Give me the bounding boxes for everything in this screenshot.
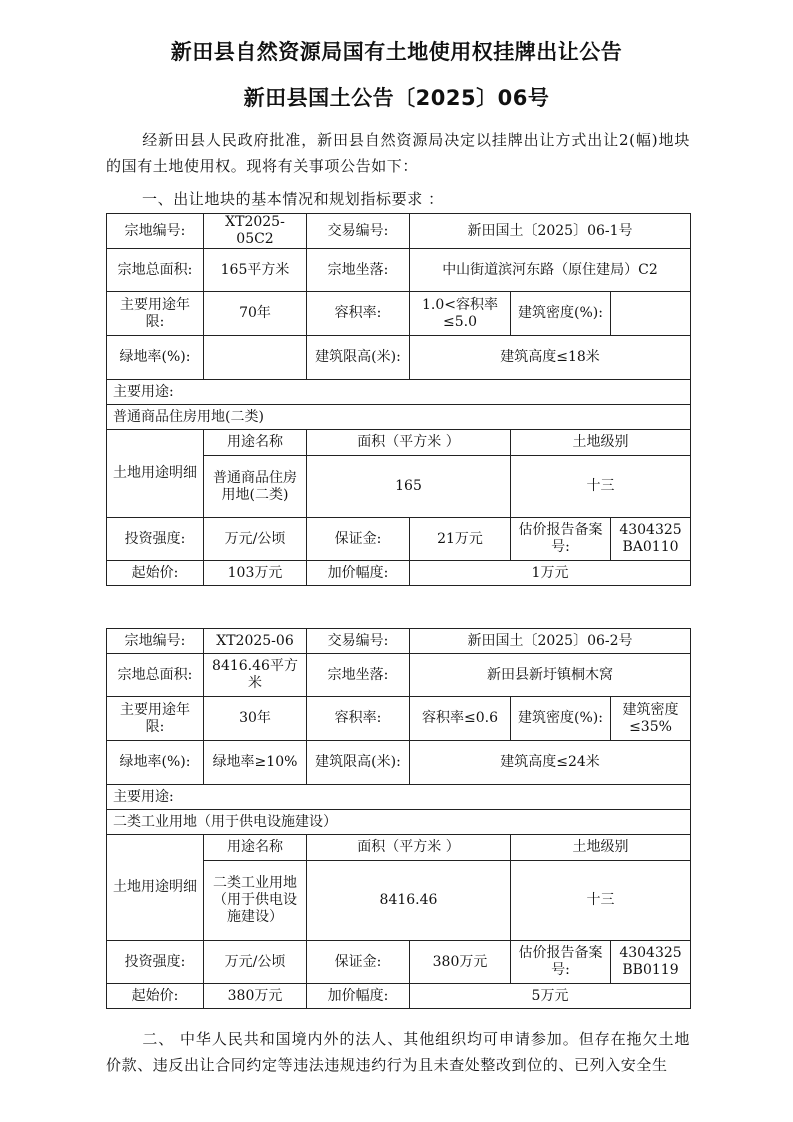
label-main-use: 主要用途:: [107, 380, 691, 405]
label-deposit: 保证金:: [307, 518, 410, 561]
location-value: 中山街道滨河东路（原住建局）C2: [410, 249, 691, 292]
label-use-area: 面积（平方米 ）: [307, 835, 511, 861]
green-value: [204, 336, 307, 380]
label-parcel-no: 宗地编号:: [107, 214, 204, 249]
area-value: 165平方米: [204, 249, 307, 292]
height-value: 建筑高度≤18米: [410, 336, 691, 380]
use-name-value: 普通商品住房用地(二类): [204, 456, 307, 518]
use-area-value: 8416.46: [307, 861, 511, 941]
land-grade-value: 十三: [511, 456, 691, 518]
green-value: 绿地率≥10%: [204, 741, 307, 785]
label-far: 容积率:: [307, 697, 410, 741]
label-height: 建筑限高(米):: [307, 741, 410, 785]
area-value: 8416.46平方米: [204, 654, 307, 697]
location-value: 新田县新圩镇桐木窝: [410, 654, 691, 697]
label-use-name: 用途名称: [204, 430, 307, 456]
label-location: 宗地坐落:: [307, 249, 410, 292]
intro-text: 经新田县人民政府批准，新田县自然资源局决定以挂牌出让方式出让2(幅)地块的国有土地使用权。现将有关事项公告如下：: [106, 131, 690, 175]
label-increment: 加价幅度:: [307, 561, 410, 586]
section-2-text: 二、 中华人民共和国境内外的法人、其他组织均可申请参加。但存在拖欠土地价款、违反出让合同约定等违法违规违约行为且未查处整改到位的、已列入安全生: [106, 1030, 690, 1074]
deposit-value: 380万元: [410, 941, 511, 984]
parcel-no-value: XT2025-05C2: [204, 214, 307, 249]
label-appraisal: 估价报告备案号:: [511, 518, 611, 561]
label-invest: 投资强度:: [107, 518, 204, 561]
label-start-price: 起始价:: [107, 984, 204, 1009]
label-green: 绿地率(%):: [107, 741, 204, 785]
notice-number: 新田县国土公告〔2025〕06号: [243, 86, 550, 110]
trade-no-value: 新田国土〔2025〕06-2号: [410, 629, 691, 654]
label-density: 建筑密度(%):: [511, 697, 611, 741]
use-name-value: 二类工业用地（用于供电设施建设）: [204, 861, 307, 941]
main-use-value: 普通商品住房用地(二类): [107, 405, 691, 430]
section-2-paragraph: [106, 1026, 690, 1078]
intro-paragraph: [106, 127, 690, 179]
label-use-detail: 土地用途明细: [107, 430, 204, 518]
label-term: 主要用途年限:: [107, 697, 204, 741]
label-use-area: 面积（平方米 ）: [307, 430, 511, 456]
label-trade-no: 交易编号:: [307, 214, 410, 249]
appraisal-value: 4304325BA0110: [611, 518, 691, 561]
label-green: 绿地率(%):: [107, 336, 204, 380]
trade-no-value: 新田国土〔2025〕06-1号: [410, 214, 691, 249]
label-land-grade: 土地级别: [511, 835, 691, 861]
term-value: 30年: [204, 697, 307, 741]
label-density: 建筑密度(%):: [511, 292, 611, 336]
label-location: 宗地坐落:: [307, 654, 410, 697]
label-area: 宗地总面积:: [107, 249, 204, 292]
label-deposit: 保证金:: [307, 941, 410, 984]
label-parcel-no: 宗地编号:: [107, 629, 204, 654]
label-increment: 加价幅度:: [307, 984, 410, 1009]
use-area-value: 165: [307, 456, 511, 518]
notice-title: 新田县自然资源局国有土地使用权挂牌出让公告: [170, 40, 623, 64]
label-trade-no: 交易编号:: [307, 629, 410, 654]
increment-value: 1万元: [410, 561, 691, 586]
label-height: 建筑限高(米):: [307, 336, 410, 380]
appraisal-value: 4304325BB0119: [611, 941, 691, 984]
label-use-detail: 土地用途明细: [107, 835, 204, 941]
parcel-no-value: XT2025-06: [204, 629, 307, 654]
height-value: 建筑高度≤24米: [410, 741, 691, 785]
label-invest: 投资强度:: [107, 941, 204, 984]
label-use-name: 用途名称: [204, 835, 307, 861]
label-far: 容积率:: [307, 292, 410, 336]
deposit-value: 21万元: [410, 518, 511, 561]
density-value: 建筑密度≤35%: [611, 697, 691, 741]
start-price-value: 103万元: [204, 561, 307, 586]
label-term: 主要用途年限:: [107, 292, 204, 336]
start-price-value: 380万元: [204, 984, 307, 1009]
far-value: 容积率≤0.6: [410, 697, 511, 741]
section-1-heading: 一、出让地块的基本情况和规划指标要求 ：: [142, 190, 444, 208]
label-appraisal: 估价报告备案号:: [511, 941, 611, 984]
invest-unit: 万元/公顷: [204, 518, 307, 561]
label-area: 宗地总面积:: [107, 654, 204, 697]
parcel-table-2: [106, 628, 691, 1009]
parcel-table-1: [106, 213, 691, 586]
label-land-grade: 土地级别: [511, 430, 691, 456]
label-start-price: 起始价:: [107, 561, 204, 586]
label-main-use: 主要用途:: [107, 785, 691, 810]
term-value: 70年: [204, 292, 307, 336]
main-use-value: 二类工业用地（用于供电设施建设）: [107, 810, 691, 835]
density-value: [611, 292, 691, 336]
far-value: 1.0<容积率≤5.0: [410, 292, 511, 336]
increment-value: 5万元: [410, 984, 691, 1009]
land-grade-value: 十三: [511, 861, 691, 941]
invest-unit: 万元/公顷: [204, 941, 307, 984]
